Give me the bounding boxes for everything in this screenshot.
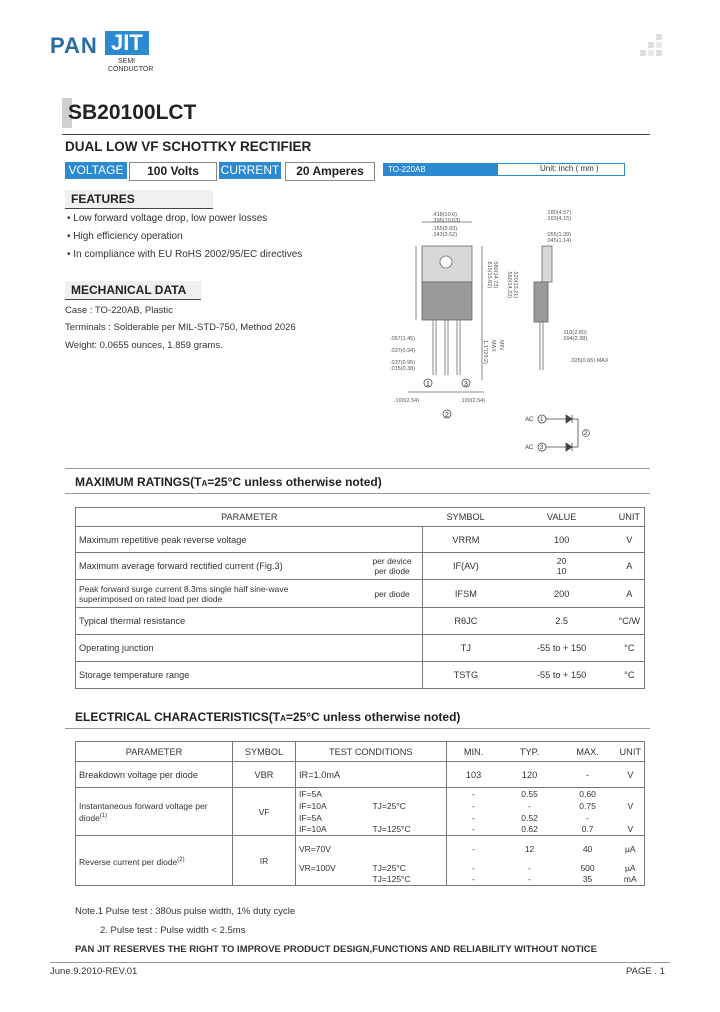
min-cell: - (446, 812, 501, 824)
circuit-label: AC (525, 445, 534, 451)
max-cell: - (586, 812, 589, 823)
max-ratings-heading-rest: =25°C unless otherwise noted) (207, 475, 382, 489)
typ-cell: - (528, 800, 531, 811)
param-cell: Operating junction (76, 635, 362, 662)
max-cell: 0.7 (581, 824, 594, 835)
logo-pan: PAN (50, 33, 98, 58)
value-cell: 20 10 (509, 553, 615, 580)
value-cell: 200 (509, 580, 615, 608)
section-rule (65, 468, 650, 469)
logo-sub2: CONDUCTOR (108, 66, 154, 73)
param-cell: Maximum average forward rectified current (Fig.3) (76, 553, 362, 580)
typ-cell: - (528, 862, 531, 873)
cond-cell (362, 635, 423, 662)
value-cell: 2.5 (509, 608, 615, 635)
symbol-cell: IF(AV) (423, 553, 509, 580)
param-cell: Maximum repetitive peak reverse voltage (76, 527, 362, 553)
typ-cell: 12 (501, 836, 559, 862)
circuit-label: AC (525, 417, 534, 423)
temp-cell: TJ=125°C (372, 824, 411, 835)
elec-heading-text: ELECTRICAL CHARACTERISTICS(T (75, 710, 281, 724)
symbol-cell: VF (233, 788, 296, 836)
logo-subtitle (108, 58, 154, 74)
circuit-pin: 1 (540, 417, 544, 423)
cond-cell: IF=5A (296, 812, 370, 824)
value-cell: -55 to + 150 (509, 662, 615, 689)
elec-heading-rest: =25°C unless otherwise noted) (285, 710, 461, 724)
unit-cell: V (615, 527, 645, 553)
dim-label: .143(3.62) (432, 232, 458, 238)
side-tab (542, 246, 552, 282)
cond-cell: per device per diode (362, 553, 423, 580)
min-cell: - (446, 788, 501, 800)
col-header: PARAMETER (76, 508, 423, 527)
unit-cell: °C (615, 662, 645, 689)
unit-cell: A (615, 580, 645, 608)
voltage-label: VOLTAGE (65, 162, 127, 179)
min-cell: - (446, 874, 501, 886)
product-title: DUAL LOW VF SCHOTTKY RECTIFIER (65, 139, 312, 154)
dim-label: .110(2.80) (562, 330, 587, 336)
dim-label: .395(10.03) (432, 218, 461, 224)
cond-cell: IF=10A (296, 800, 370, 812)
circuit-pin: 3 (540, 445, 544, 451)
temp-cell: TJ=25°C (372, 862, 406, 873)
dim-label: MAX (490, 340, 496, 352)
param-cell (76, 836, 233, 886)
min-cell: - (446, 824, 501, 836)
max-cell: 0.75 (579, 800, 596, 811)
vf-note: (1) (99, 812, 108, 819)
part-number: SB20100LCT (68, 101, 197, 124)
dim-label: .037(0.95) (390, 360, 416, 366)
cond-cell (362, 527, 423, 553)
unit-cell: mA (617, 874, 645, 886)
param-cell: Typical thermal resistance (76, 608, 362, 635)
dim-label: .057(1.45) (390, 336, 416, 342)
dim-label: .100(2.54) (460, 398, 486, 404)
max-ratings-heading-text: MAXIMUM RATINGS(T (75, 475, 202, 489)
pin-number: 2 (445, 412, 449, 419)
max-ratings-table (75, 507, 645, 689)
max-ratings-heading-sub: A (201, 479, 208, 488)
unit-cell: µA (617, 862, 645, 874)
elec-heading (75, 710, 460, 724)
elec-heading-sub: A (280, 714, 286, 723)
table-row (76, 762, 645, 788)
footer-date: June.9.2010-REV.01 (50, 966, 138, 977)
package-unit: Unit: inch ( mm ) (540, 164, 599, 173)
min-cell: 103 (446, 762, 501, 788)
table-row (76, 527, 645, 553)
param-cell: Storage temperature range (76, 662, 362, 689)
mounting-hole (440, 256, 452, 268)
cond-cell (362, 662, 423, 689)
cond-cell: IF=5A (296, 788, 370, 800)
typ-cell: 120 (501, 762, 559, 788)
temp-cell: TJ=125°C (369, 874, 446, 886)
cond-cell (296, 874, 370, 886)
dim-label: .055(1.39) (546, 232, 572, 238)
feature-text: High efficiency operation (73, 231, 183, 242)
min-cell: - (446, 836, 501, 862)
max-ratings-rule (65, 493, 650, 494)
logo-sub1: SEMI (118, 58, 136, 65)
cond-cell: per diode (362, 580, 423, 608)
symbol-cell: VBR (233, 762, 296, 788)
value-cell: -55 to + 150 (509, 635, 615, 662)
unit-cell: V (617, 824, 645, 836)
dim-label: .180(4.57) (546, 210, 572, 216)
unit-cell: µA (617, 836, 645, 862)
param-cell (76, 788, 233, 836)
cond-cell: VR=70V (296, 836, 370, 862)
mechanical-heading: MECHANICAL DATA (65, 281, 201, 300)
cond-cell: VR=100V (296, 862, 370, 874)
ir-param: Reverse current per diode (79, 856, 178, 867)
unit-cell: A (615, 553, 645, 580)
current-value: 20 Amperes (285, 162, 375, 181)
dim-label: .094(2.38) (562, 336, 588, 342)
elec-rule (65, 728, 650, 729)
mechanical-item: Weight: 0.0655 ounces, 1.859 grams. (65, 340, 223, 351)
col-header: UNIT (615, 508, 645, 527)
mechanical-item: Case : TO-220AB, Plastic (65, 305, 173, 316)
min-cell: - (446, 862, 501, 874)
col-header: TEST CONDITIONS (296, 742, 447, 762)
col-header: PARAMETER (76, 742, 233, 762)
cond-cell: IR=1.0mA (296, 762, 447, 788)
table-row (76, 580, 645, 608)
temp-cell (369, 788, 446, 800)
max-cell: 40 (559, 836, 617, 862)
col-header: TYP. (501, 742, 559, 762)
dim-label: .155(3.93) (432, 226, 458, 232)
voltage-value: 100 Volts (129, 162, 217, 181)
symbol-cell: TJ (423, 635, 509, 662)
dim-label: .025(0.65) MAX (570, 358, 609, 364)
min-cell: - (446, 800, 501, 812)
dim-label: .520(13.21) (512, 270, 518, 299)
dim-label: .100(2.54) (394, 398, 420, 404)
unit-cell (617, 812, 645, 824)
col-header: SYMBOL (423, 508, 509, 527)
features-heading: FEATURES (65, 190, 213, 209)
table-header-row (76, 508, 645, 527)
dim-label: .580(14.73) (492, 260, 498, 289)
param-cell: Breakdown voltage per diode (76, 762, 233, 788)
corner-dots-decoration (636, 32, 670, 66)
package-name: TO-220AB (384, 164, 498, 175)
ir-note: (2) (177, 856, 185, 863)
max-cell: 0.60 (559, 788, 617, 800)
note-2: 2. Pulse test : Pulse width < 2.5ms (100, 925, 246, 936)
temp-cell (369, 812, 446, 824)
col-header: VALUE (509, 508, 615, 527)
typ-cell: 0.52 (521, 812, 538, 823)
logo-jit: JIT (105, 31, 149, 55)
pin-number: 1 (426, 381, 430, 388)
symbol-cell: IR (233, 836, 296, 886)
dim-label: 1.1"(29.2) (482, 340, 488, 364)
feature-item: • In compliance with EU RoHS 2002/95/EC directives (67, 249, 303, 260)
table-row (76, 788, 645, 800)
max-cell: 500 (580, 862, 595, 873)
symbol-cell: RθJC (423, 608, 509, 635)
table-header-row (76, 742, 645, 762)
unit-cell: °C/W (615, 608, 645, 635)
circuit-pin: 2 (584, 431, 588, 437)
dim-label: .045(1.14) (546, 238, 572, 244)
vf-param: Instantaneous forward voltage per diode (79, 800, 208, 823)
pin-number: 3 (464, 381, 468, 388)
unit-cell: °C (615, 635, 645, 662)
feature-text: In compliance with EU RoHS 2002/95/EC directives (73, 249, 303, 260)
mechanical-item: Terminals : Solderable per MIL-STD-750, Method 2026 (65, 322, 296, 333)
dim-label: .615(15.62) (486, 260, 492, 289)
table-row (76, 836, 645, 862)
footer-rule (50, 962, 670, 963)
disclaimer: PAN JIT RESERVES THE RIGHT TO IMPROVE PRODUCT DESIGN,FUNCTIONS AND RELIABILITY WITHOUT NOTICE (75, 944, 598, 955)
unit-cell: V (617, 800, 645, 812)
title-rule (62, 134, 650, 135)
col-header: UNIT (617, 742, 645, 762)
temp-cell: TJ=25°C (372, 800, 406, 811)
table-row (76, 608, 645, 635)
cond-cell (362, 608, 423, 635)
col-header: SYMBOL (233, 742, 296, 762)
dim-label: MIN (498, 340, 504, 351)
max-cell: 35 (559, 874, 617, 886)
param-cell: Peak forward surge current 8.3ms single half sine-wave superimposed on rated load per diode (76, 580, 362, 608)
dim-label: .418(10.6) (432, 212, 458, 218)
symbol-cell: IFSM (423, 580, 509, 608)
symbol-cell: VRRM (423, 527, 509, 553)
value-cell: 100 (509, 527, 615, 553)
table-row (76, 662, 645, 689)
col-header: MIN. (446, 742, 501, 762)
cond-cell: IF=10A (296, 824, 370, 836)
current-label: CURRENT (220, 163, 280, 177)
circuit-diagram (522, 410, 602, 456)
feature-text: Low forward voltage drop, low power losses (73, 213, 268, 224)
feature-item: • Low forward voltage drop, low power losses (67, 213, 268, 224)
typ-cell: 0.62 (521, 824, 538, 835)
unit-cell: V (617, 762, 645, 788)
elec-table (75, 741, 645, 886)
symbol-cell: TSTG (423, 662, 509, 689)
side-body (534, 282, 548, 322)
table-row (76, 553, 645, 580)
table-row (76, 635, 645, 662)
col-header: MAX. (559, 742, 617, 762)
typ-cell: - (501, 874, 559, 886)
typ-cell: 0.55 (501, 788, 559, 800)
footer-page: PAGE . 1 (626, 966, 665, 977)
dim-label: .163(4.15) (546, 216, 572, 222)
unit-cell (617, 788, 645, 800)
max-cell: - (559, 762, 617, 788)
note-1: Note.1 Pulse test : 380us pulse width, 1% duty cycle (75, 906, 296, 917)
dim-label: .015(0.38) (390, 366, 416, 372)
dim-label: .037(0.94) (390, 348, 416, 354)
feature-item: • High efficiency operation (67, 231, 183, 242)
dim-label: .560(14.22) (506, 270, 512, 299)
temp-cell (369, 836, 446, 862)
body-molded (422, 282, 472, 320)
max-ratings-heading (75, 475, 382, 489)
